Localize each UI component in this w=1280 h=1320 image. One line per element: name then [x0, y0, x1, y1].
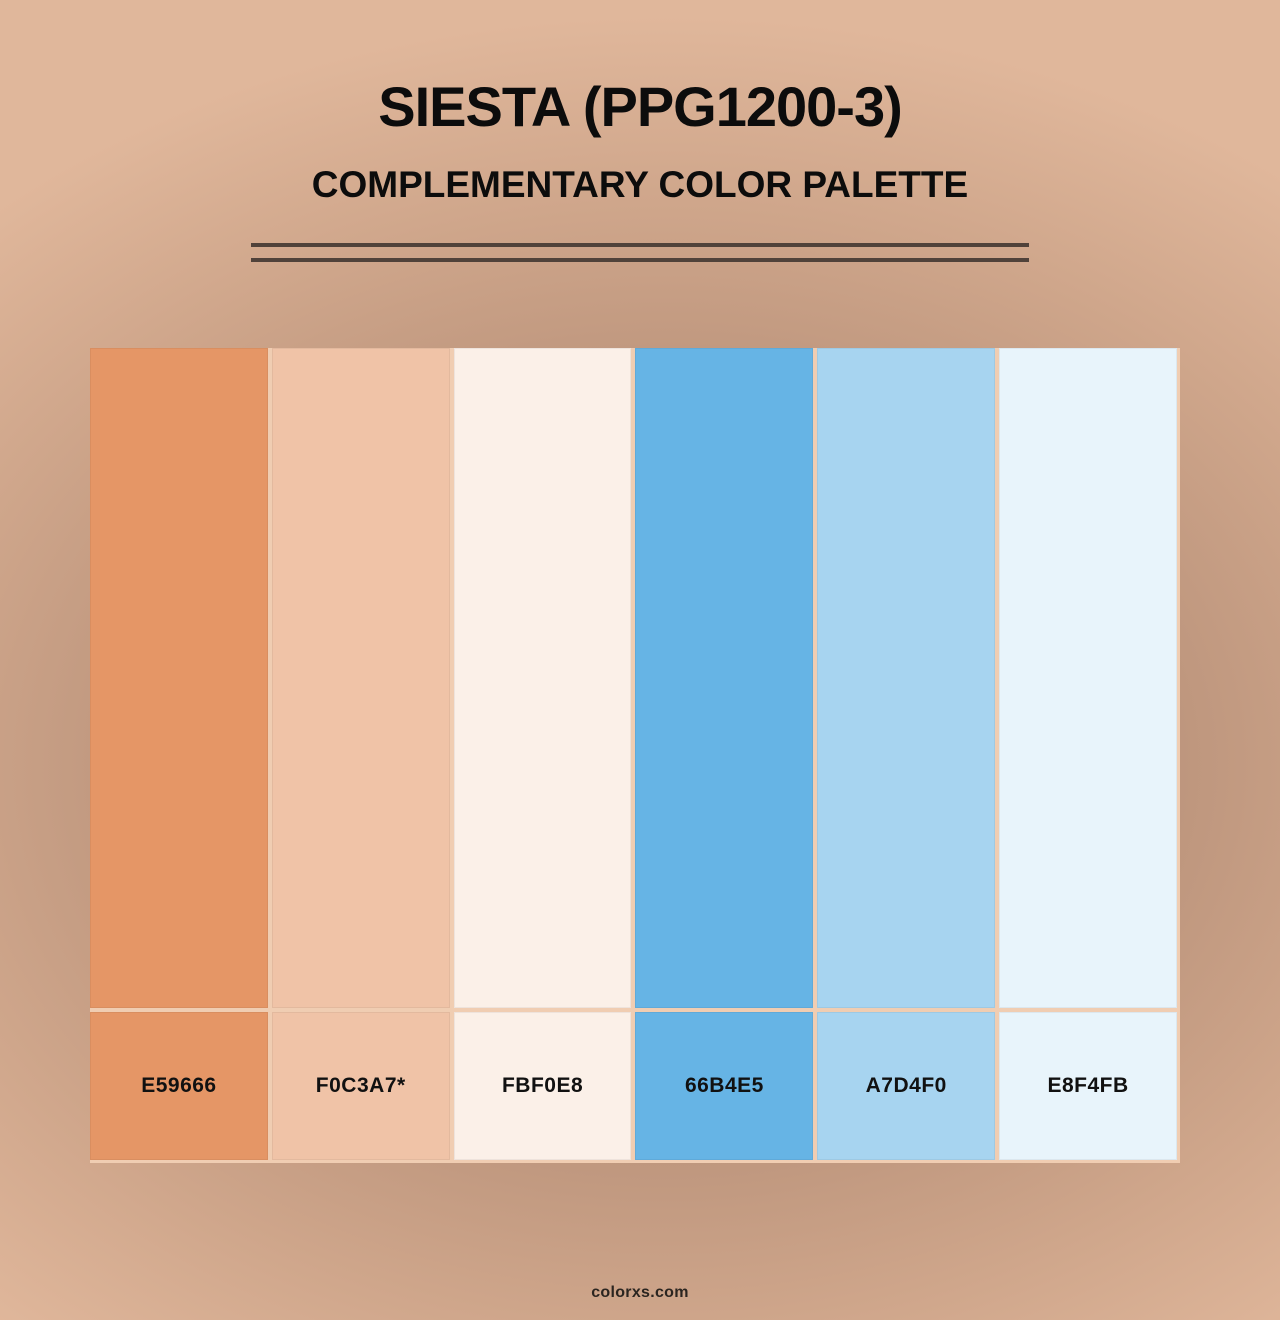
hex-code-label-5: A7D4F0	[865, 1074, 947, 1097]
hex-code-label-2: F0C3A7*	[315, 1074, 406, 1097]
title-divider	[251, 243, 1029, 262]
color-swatch-1	[90, 348, 268, 1008]
hex-code-label-1: E59666	[141, 1074, 217, 1097]
hex-code-label-4: 66B4E5	[684, 1074, 764, 1097]
color-label-cell-4	[635, 1012, 813, 1160]
color-label-cell-2	[272, 1012, 450, 1160]
color-label-cell-5	[817, 1012, 995, 1160]
color-swatch-3	[454, 348, 632, 1008]
hex-code-label-6: E8F4FB	[1047, 1074, 1129, 1097]
palette-column-5	[817, 348, 995, 1160]
color-swatch-6	[999, 348, 1177, 1008]
palette-grid	[90, 348, 1180, 1163]
page-title: SIESTA (PPG1200-3)	[378, 75, 902, 138]
color-label-cell-3	[454, 1012, 632, 1160]
palette-column-3	[454, 348, 632, 1160]
footer-site-label: colorxs.com	[591, 1284, 689, 1301]
palette-column-4	[635, 348, 813, 1160]
color-label-cell-1	[90, 1012, 268, 1160]
color-swatch-5	[817, 348, 995, 1008]
hex-code-label-3: FBF0E8	[501, 1074, 584, 1097]
page-subtitle: COMPLEMENTARY COLOR PALETTE	[311, 164, 969, 205]
palette-column-1	[90, 348, 268, 1160]
palette-column-6	[999, 348, 1177, 1160]
color-swatch-2	[272, 348, 450, 1008]
palette-column-2	[272, 348, 450, 1160]
color-label-cell-6	[999, 1012, 1177, 1160]
color-swatch-4	[635, 348, 813, 1008]
